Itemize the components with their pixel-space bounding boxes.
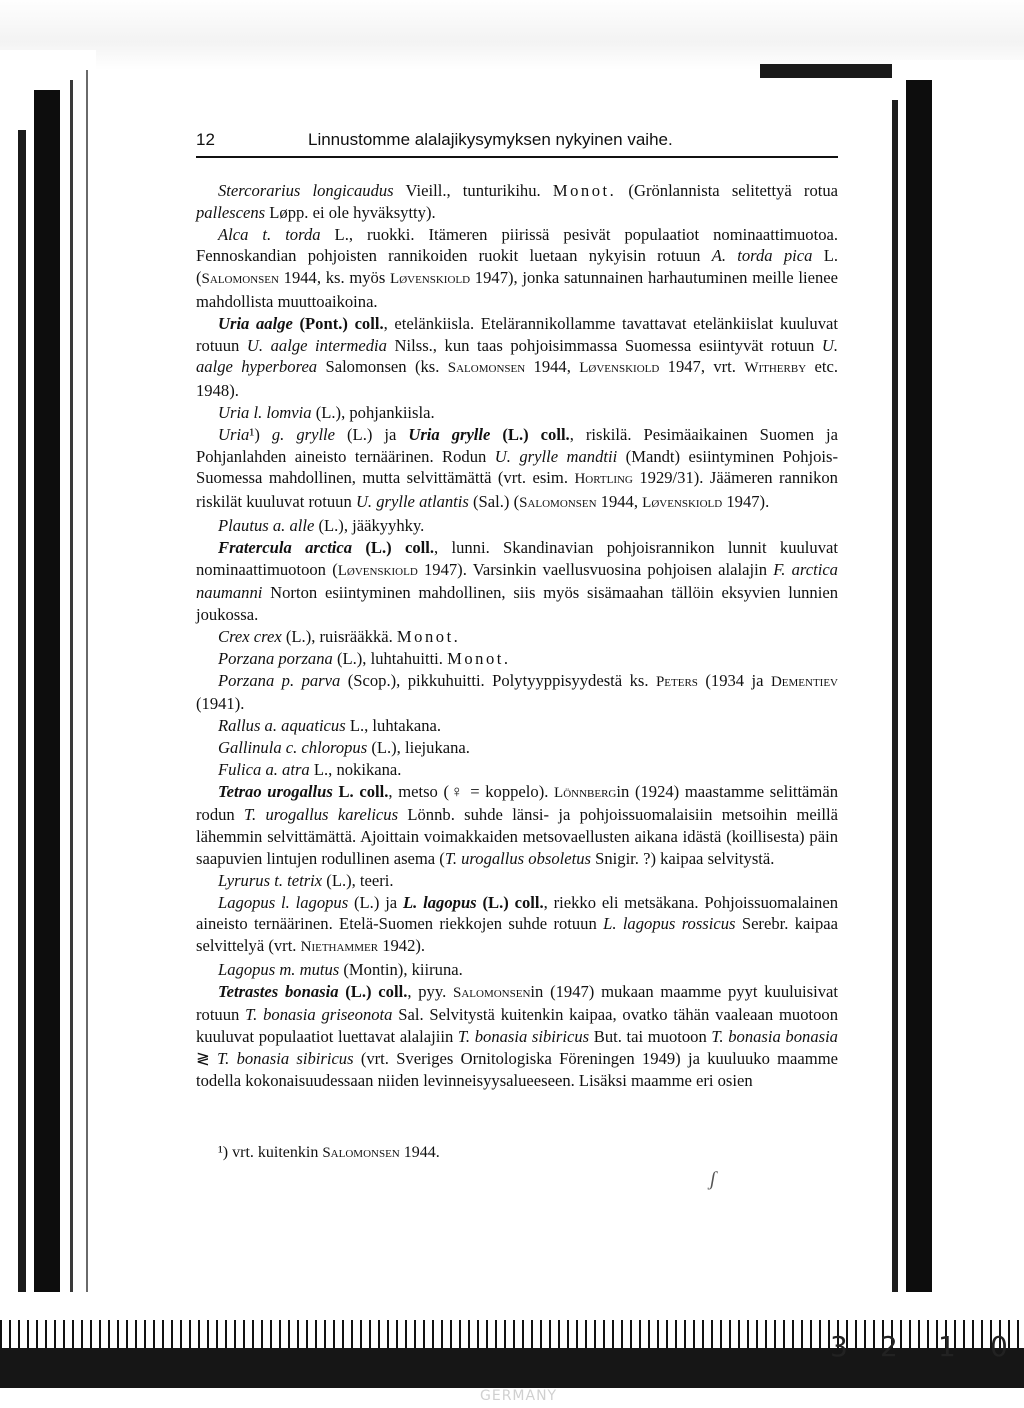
paragraph: Uria¹) g. grylle (L.) ja Uria grylle (L.) coll., riskilä. Pesimäaikainen Suomen ja Pohjanlahden aineisto ternäärinen. Rodun U. grylle mandtii (Mandt) esiintyminen Pohjois-Suomessa mahdollinen, mutta selvittämättä (vrt. esim. Hortling 1929/31). Jäämeren rannikon riskilät kuuluvat rotuun U. grylle atlantis (Sal.) (Salomonsen 1944, Løvenskiold 1947). — [196, 424, 839, 512]
ruler-brand: GERMANY — [480, 1388, 558, 1404]
footnote: ¹) vrt. kuitenkin Salomonsen 1944. — [218, 1144, 440, 1161]
ruler-mark: 1 — [938, 1330, 956, 1363]
scan-left-binding — [0, 50, 96, 1408]
paragraph: Crex crex (L.), ruisrääkkä. Monot. — [218, 626, 461, 646]
paragraph: Tetrastes bonasia (L.) coll., pyy. Salomonsenin (1947) mukaan maamme pyyt kuuluisivat rotuun T. bonasia griseonota Sal. Selvitystä kuitenkin kaipaa, ovatko tähän vaaleaan muotoon kuuluvat populaatiot luettavat alalajiin T. bonasia sibiricus But. tai muotoon T. bonasia bonasia ≷ T. bonasia sibiricus (vrt. Sveriges Ornitologiska Föreningen 1949) ja kuuluuko maamme todella kokonaisuudessaan niiden levinneisyysalueeseen. Lisäksi maamme eri osien — [196, 981, 838, 1090]
paragraph: Lyrurus t. tetrix (L.), teeri. — [218, 870, 394, 890]
body-text — [196, 180, 838, 1092]
paragraph: Porzana p. parva (Scop.), pikkuhuitti. Polytyyppisyydestä ks. Peters (1934 ja Dementiev (1941). — [196, 670, 838, 714]
paragraph: Lagopus l. lagopus (L.) ja L. lagopus (L.) coll., riekko eli metsäkana. Pohjoissuomalainen aineisto ternäärinen. Etelä-Suomen riekkojen suhde rotuun L. lagopus rossicus Serebr. kaipaa selvittelyä (vrt. Niethammer 1942). — [196, 892, 839, 956]
pencil-mark: ʃ — [710, 1168, 716, 1190]
paragraph: Fratercula arctica (L.) coll., lunni. Skandinavian pohjoisrannikon lunnit kuuluvat nominaattimuotoon (Løvenskiold 1947). Varsinkin vaellusvuosina pohjoisen alalajin F. arctica naumanni Norton esiintyminen mahdollinen, siis myös sisämaahan tällöin eksyvien lunnien joukossa. — [196, 537, 838, 625]
paragraph: Gallinula c. chloropus (L.), liejukana. — [218, 737, 470, 757]
document-page — [196, 128, 842, 1298]
ruler-mark: 0 — [990, 1330, 1008, 1363]
ruler-numbers — [820, 1330, 1020, 1370]
paragraph: Stercorarius longicaudus Vieill., tunturikihu. Monot. (Grönlannista selitettyä rotua pallescens Løpp. ei ole hyväksytty). — [196, 181, 839, 222]
scan-right-edge — [892, 60, 1024, 1408]
ruler-mark: 2 — [880, 1330, 898, 1363]
paragraph: Fulica a. atra L., nokikana. — [218, 759, 402, 779]
paragraph: Porzana porzana (L.), luhtahuitti. Monot. — [218, 648, 511, 668]
ruler-mark: 3 — [830, 1330, 848, 1363]
paragraph: Rallus a. aquaticus L., luhtakana. — [218, 716, 442, 736]
paragraph: Lagopus m. mutus (Montin), kiiruna. — [218, 959, 463, 979]
header-rule — [196, 156, 838, 158]
paragraph: Plautus a. alle (L.), jääkyyhky. — [218, 515, 425, 535]
scan-top-edge — [0, 0, 1024, 70]
running-head — [196, 128, 842, 158]
paragraph: Tetrao urogallus L. coll., metso (♀ = koppelo). Lönnbergin (1924) maastamme selittämän rodun T. urogallus karelicus Lönnb. suhde länsi- ja pohjoissuomalaisiin metsoihin meillä lähemmin selvittämättä. Ajoittain voimakkaiden metsovaellusten aikana idästä (koillisesta) päin saapuvien lintujen rodullinen asema (T. urogallus obsoletus Snigir. ?) kaipaa selvitystä. — [196, 781, 838, 868]
paragraph: Uria aalge (Pont.) coll., etelänkiisla. Etelärannikollamme tavattavat etelänkiislat kuuluvat rotuun U. aalge intermedia Nilss., kun taas pohjoisimmassa Suomessa esiintyvät rotuun U. aalge hyperborea Salomonsen (ks. Salomonsen 1944, Løvenskiold 1947, vrt. Witherby etc. 1948). — [196, 313, 839, 401]
running-title: Linnustomme alalajikysymyksen nykyinen vaihe. — [308, 130, 673, 149]
paragraph: Uria l. lomvia (L.), pohjankiisla. — [218, 402, 435, 422]
paragraph: Alca t. torda L., ruokki. Itämeren piirissä pesivät populaatiot nominaattimuotoa. Fennoskandian pohjoisten rannikoiden ruokit luetaan nykyisin rotuun A. torda pica L. (Salomonsen 1944, ks. myös Løvenskiold 1947), jonka satunnainen harhautuminen meille lienee mahdollista muuttoaikoina. — [196, 224, 838, 311]
page-number: 12 — [196, 130, 215, 149]
